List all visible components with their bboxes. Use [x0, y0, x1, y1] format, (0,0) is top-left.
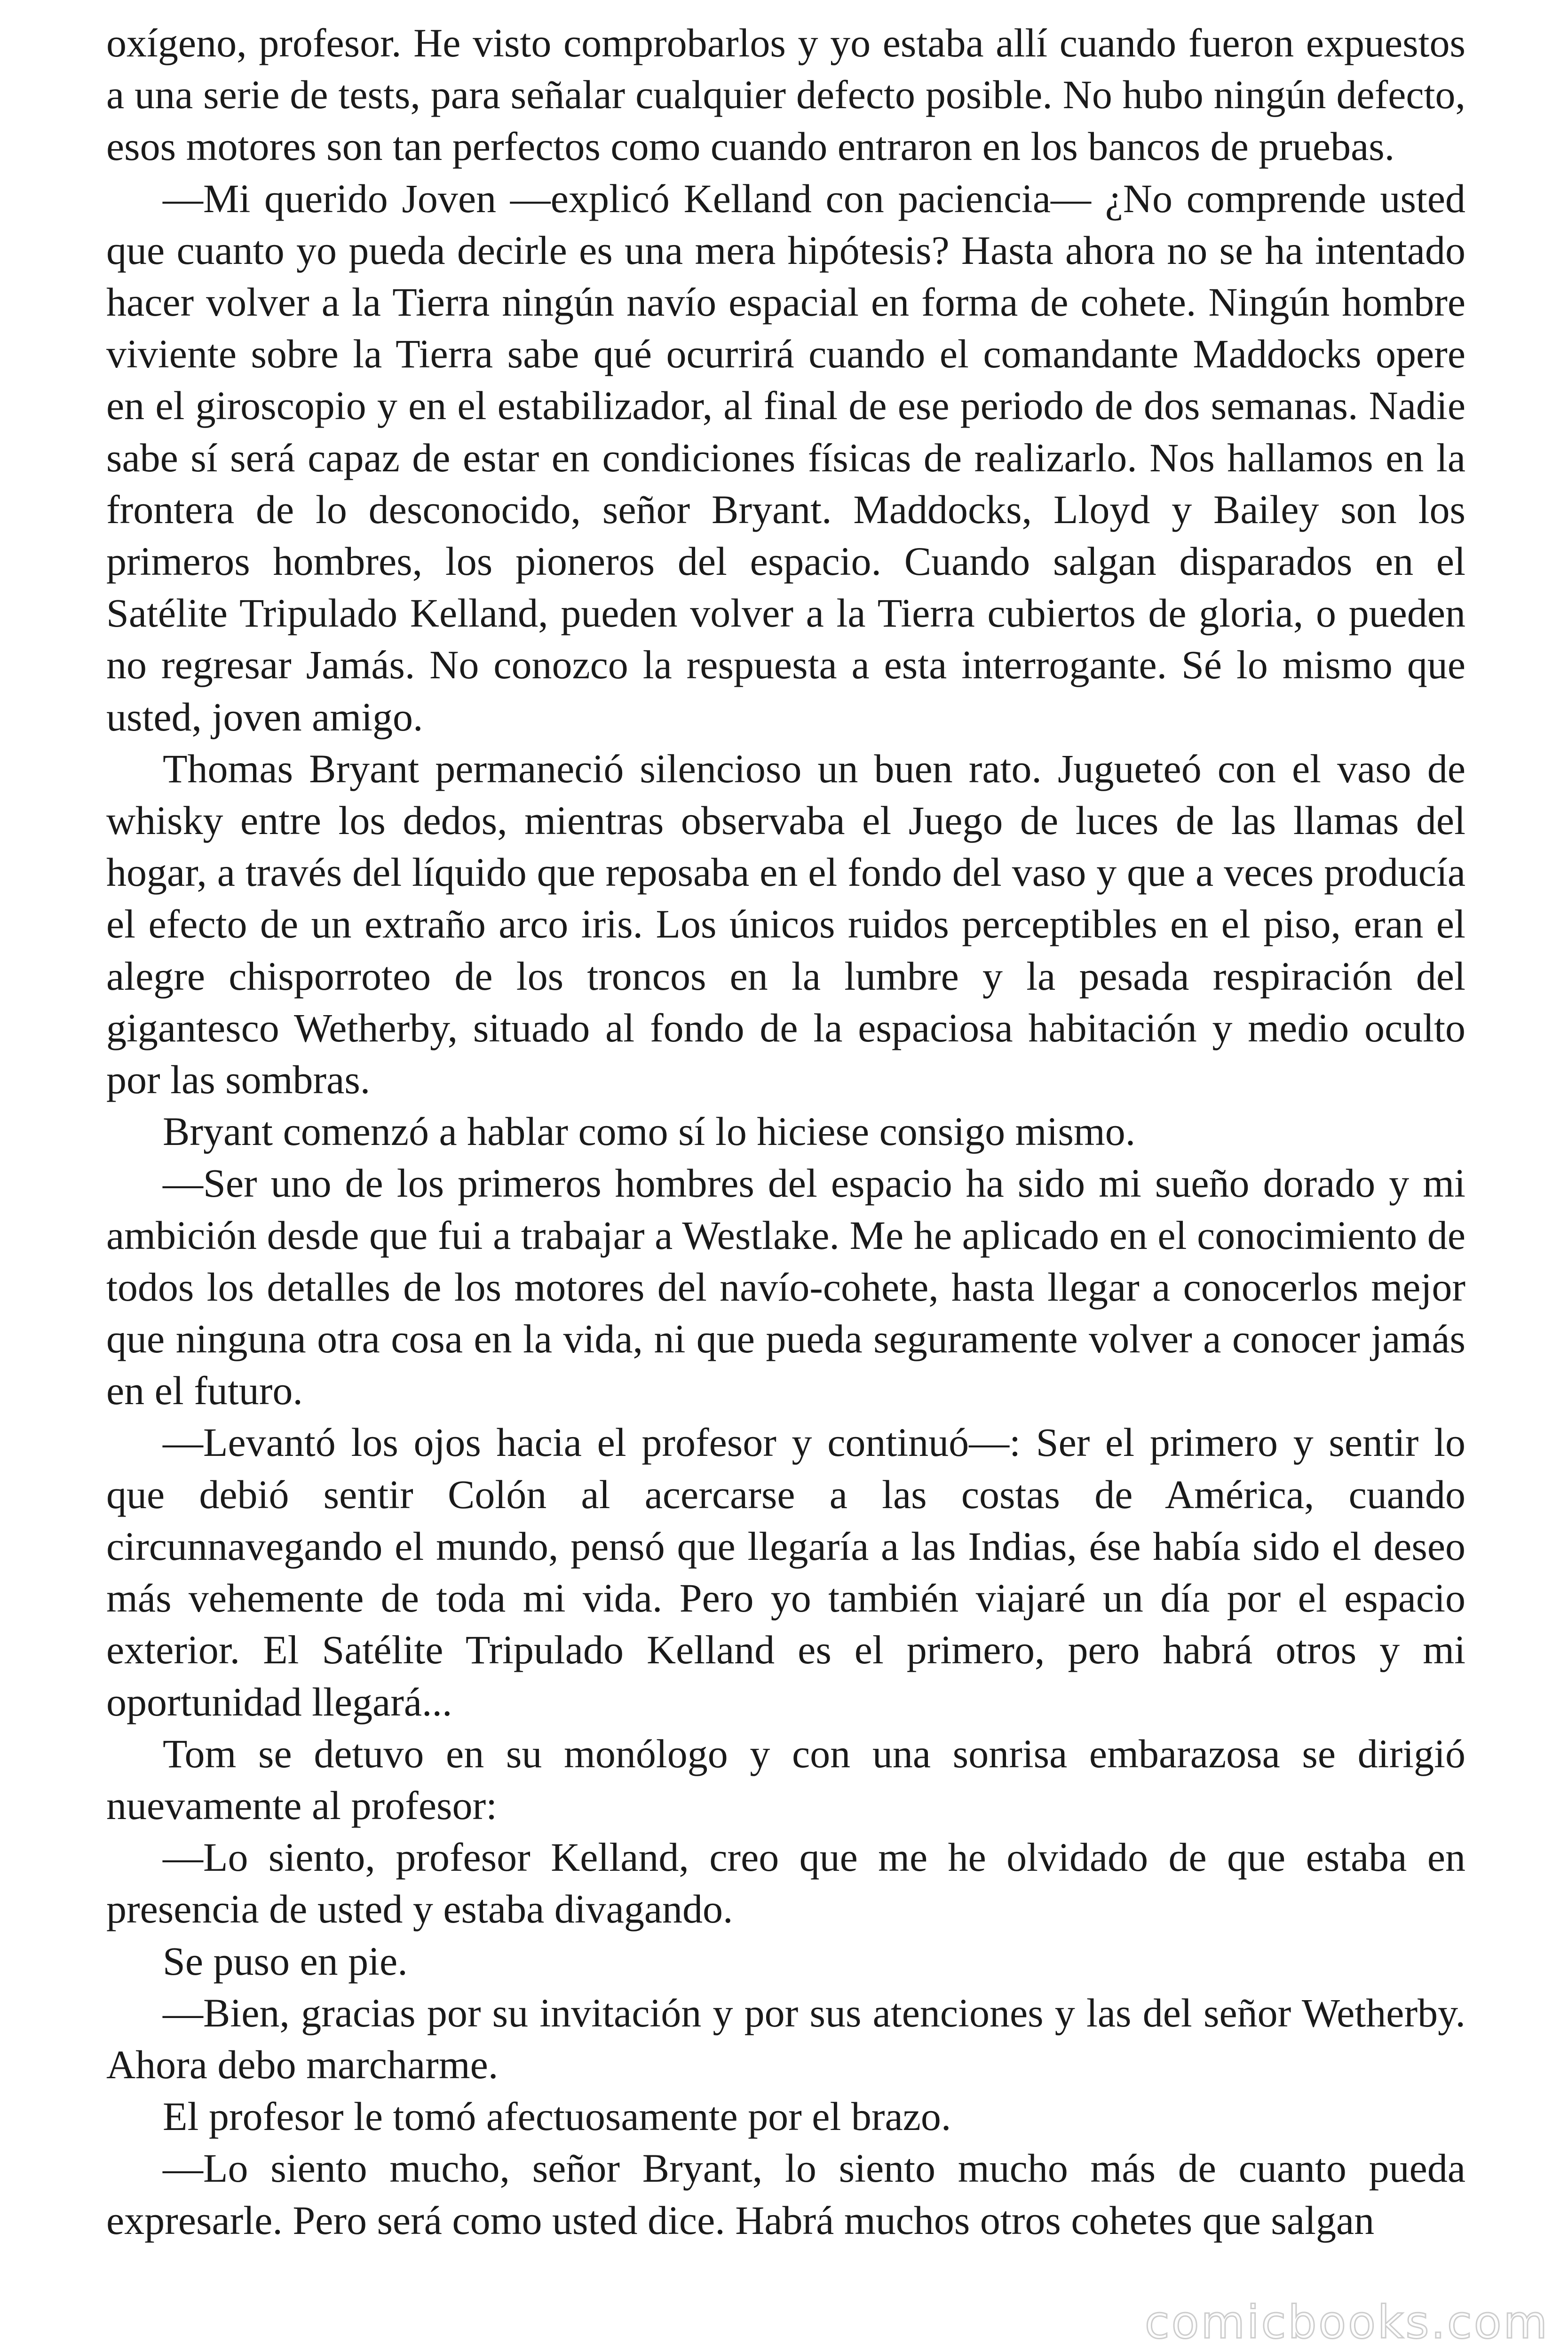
paragraph: Thomas Bryant permaneció silencioso un buen rato. Jugueteó con el vaso de whisky entre los dedos, mientras observaba el Juego de luces de las llamas del hogar, a través del líquido que reposaba en el fondo del vaso y que a veces producía el efecto de un extraño arco iris. Los únicos ruidos perceptibles en el piso, eran el alegre chisporroteo de los troncos en la lumbre y la pesada respiración del gigantesco Wetherby, situado al fondo de la espaciosa habitación y medio oculto por las sombras. — [106, 746, 1465, 1103]
paragraph: —Lo siento, profesor Kelland, creo que me he olvidado de que estaba en presencia de usted y estaba divagando. — [106, 1835, 1465, 1932]
paragraph: —Mi querido Joven —explicó Kelland con paciencia— ¿No comprende usted que cuanto yo pueda decirle es una mera hipótesis? Hasta ahora no se ha intentado hacer volver a la Tierra ningún navío espacial en forma de cohete. Ningún hombre viviente sobre la Tierra sabe qué ocurrirá cuando el comandante Maddocks opere en el giroscopio y en el estabilizador, al final de ese periodo de dos semanas. Nadie sabe sí será capaz de estar en condiciones físicas de realizarlo. Nos hallamos en la frontera de lo desconocido, señor Bryant. Maddocks, Lloyd y Bailey son los primeros hombres, los pioneros del espacio. Cuando salgan disparados en el Satélite Tripulado Kelland, pueden volver a la Tierra cubiertos de gloria, o pueden no regresar Jamás. No conozco la respuesta a esta interrogante. Sé lo mismo que usted, joven amigo. — [106, 175, 1465, 739]
paragraph: Tom se detuvo en su monólogo y con una sonrisa embarazosa se dirigió nuevamente al profesor: — [106, 1731, 1465, 1828]
paragraph: Se puso en pie. — [163, 1938, 408, 1984]
paragraph: —Levantó los ojos hacia el profesor y continuó—: Ser el primero y sentir lo que debió sentir Colón al acercarse a las costas de América, cuando circunnavegando el mundo, pensó que llegaría a las Indias, ése había sido el deseo más vehemente de toda mi vida. Pero yo también viajaré un día por el espacio exterior. El Satélite Tripulado Kelland es el primero, pero habrá otros y mi oportunidad llegará... — [106, 1420, 1465, 1724]
paragraph: —Bien, gracias por su invitación y por sus atenciones y las del señor Wetherby. Ahora debo marcharme. — [106, 1990, 1465, 2087]
paragraph: oxígeno, profesor. He visto comprobarlos y yo estaba allí cuando fueron expuestos a una serie de tests, para señalar cualquier defecto posible. No hubo ningún defecto, esos motores son tan perfectos como cuando entraron en los bancos de pruebas. — [106, 20, 1465, 169]
paragraph: —Lo siento mucho, señor Bryant, lo siento mucho más de cuanto pueda expresarle. Pero será como usted dice. Habrá muchos otros cohetes que salgan — [106, 2145, 1465, 2243]
paragraph: El profesor le tomó afectuosamente por el brazo. — [163, 2094, 951, 2139]
book-page-text — [106, 17, 1465, 2336]
watermark: comicbooks.com — [1144, 2296, 1549, 2349]
paragraph: Bryant comenzó a hablar como sí lo hiciese consigo mismo. — [163, 1109, 1136, 1154]
paragraph: —Ser uno de los primeros hombres del espacio ha sido mi sueño dorado y mi ambición desde que fui a trabajar a Westlake. Me he aplicado en el conocimiento de todos los detalles de los motores del navío-cohete, hasta llegar a conocerlos mejor que ninguna otra cosa en la vida, ni que pueda seguramente volver a conocer jamás en el futuro. — [106, 1160, 1465, 1414]
